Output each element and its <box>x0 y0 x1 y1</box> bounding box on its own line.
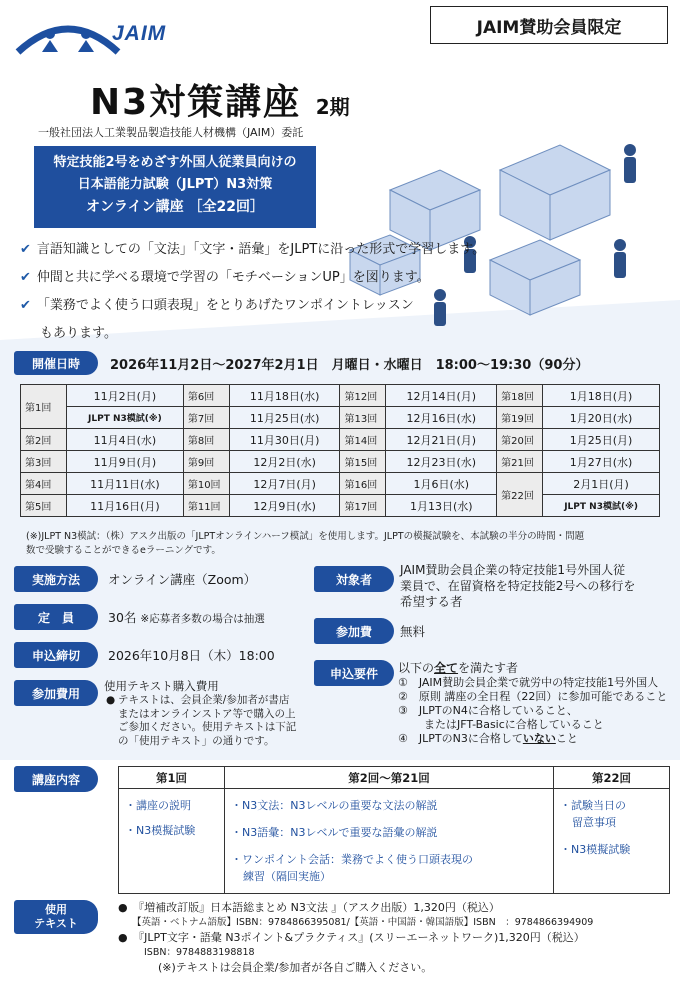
cost-label: 参加費 <box>314 618 394 644</box>
textbook-item: ● 『JLPT文字・語彙 N3ポイント&プラクティス』(スリーエーネットワーク)1,320円（税込） <box>118 931 585 944</box>
target-label: 対象者 <box>314 566 394 592</box>
note-line: (※)JLPT N3模試：（株）アスク出版の「JLPTオンラインハーフ模試」を使用します。JLPTの模擬試験を、本試験の半分の時間・問題 <box>26 531 585 542</box>
session-number: 第7回 <box>183 407 229 429</box>
session-number: 第8回 <box>183 429 229 451</box>
feature-item-continued: もあります。 <box>40 326 117 341</box>
table-row <box>21 473 660 495</box>
session-number: 第21回 <box>497 451 543 473</box>
logo-text: JAIM <box>112 22 167 45</box>
course-item: ・試験当日の <box>560 799 626 812</box>
session-number: 第1回 <box>21 385 67 429</box>
target-value <box>400 562 672 610</box>
session-date: 12月2日(水) <box>229 451 340 473</box>
session-number: 第13回 <box>340 407 386 429</box>
bullet-dot-icon: ● <box>106 694 116 706</box>
textbook-list <box>118 900 678 975</box>
session-date: 11月11日(水) <box>67 473 184 495</box>
course-header: 第2回～第21回 <box>225 767 554 789</box>
page-title: N3対策講座 2期 <box>90 82 350 123</box>
fee-line: 使用テキスト購入費用 <box>104 679 219 693</box>
session-number: 第5回 <box>21 495 67 517</box>
feature-item: ✔ 言語知識としての「文法」「文字・語彙」をJLPTに沿った形式で学習します。 <box>20 242 486 257</box>
fee-line: の「使用テキスト」の通りです。 <box>118 734 275 747</box>
course-item: ・講座の説明 <box>125 799 191 812</box>
bullet-dot-icon: ● <box>118 931 139 944</box>
table-row <box>21 429 660 451</box>
requirements-list <box>398 660 678 746</box>
intro-line: 特定技能2号をめざす外国人従業員向けの <box>53 155 297 170</box>
session-date: 1月25日(月) <box>543 429 660 451</box>
session-date: 12月14日(月) <box>386 385 497 407</box>
session-number: 第19回 <box>497 407 543 429</box>
check-icon: ✔ <box>20 298 31 313</box>
textbook-note: (※)テキストは会員企業/参加者が各自ご購入ください。 <box>158 961 433 974</box>
table-row <box>21 407 660 429</box>
session-number: 第11回 <box>183 495 229 517</box>
textbook-isbn: 【英語・ベトナム語版】ISBN：9784866395081/【英語・中国語・韓国語版】ISBN ：9784866394909 <box>132 917 594 928</box>
session-number: 第2回 <box>21 429 67 451</box>
fee-details <box>104 678 304 748</box>
session-date: 11月4日(水) <box>67 429 184 451</box>
session-date: 11月2日(月) <box>67 385 184 407</box>
course-cell <box>225 789 554 894</box>
target-line: JAIM賛助会員企業の特定技能1号外国人従 <box>400 563 626 577</box>
target-line: 業員で、在留資格を特定技能2号への移行を <box>400 579 636 593</box>
session-date: 11月18日(水) <box>229 385 340 407</box>
note-line: 数で受験することができるeラーニングです。 <box>26 545 221 556</box>
session-number: 第14回 <box>340 429 386 451</box>
session-date: 1月6日(水) <box>386 473 497 495</box>
fee-label: 参加費用 <box>14 680 98 706</box>
capacity-label: 定 員 <box>14 604 98 630</box>
textbook-item: ● 『増補改訂版』日本語総まとめ N3文法 』（アスク出版）1,320円（税込） <box>118 901 500 914</box>
session-date: 11月30日(月) <box>229 429 340 451</box>
fee-line: ご参加ください。使用テキストは下記 <box>118 721 297 733</box>
intro-line: オンライン講座 ［全22回］ <box>86 199 264 215</box>
organization: 一般社団法人工業製品製造技能人材機構（JAIM）委託 <box>38 126 304 139</box>
session-date: 12月23日(水) <box>386 451 497 473</box>
session-number: 第10回 <box>183 473 229 495</box>
schedule-label: 開催日時 <box>14 351 98 375</box>
capacity-value: 30名 ※応募者多数の場合は抽選 <box>108 610 265 625</box>
course-label: 講座内容 <box>14 766 98 792</box>
table-row <box>119 789 670 894</box>
session-date: 12月7日(月) <box>229 473 340 495</box>
session-date: 12月9日(水) <box>229 495 340 517</box>
session-date: 11月25日(水) <box>229 407 340 429</box>
course-item: 留意事項 <box>572 816 616 829</box>
course-table <box>118 766 670 894</box>
fee-bullet <box>104 694 304 748</box>
feature-list <box>20 236 540 348</box>
session-date: 1月18日(月) <box>543 385 660 407</box>
session-number: 第12回 <box>340 385 386 407</box>
feature-item: ✔ 仲間と共に学べる環境で学習の「モチベーションUP」を図ります。 <box>20 270 430 285</box>
requirement-item: またはJFT-Basicに合格していること <box>424 718 604 731</box>
check-icon: ✔ <box>20 270 31 285</box>
requirement-item: ① JAIM賛助会員企業で就労中の特定技能1号外国人 <box>398 676 659 689</box>
textbook-label-line: テキスト <box>34 917 78 930</box>
schedule-table <box>20 384 660 517</box>
session-date: 12月16日(水) <box>386 407 497 429</box>
session-number: 第18回 <box>497 385 543 407</box>
session-date: 11月9日(月) <box>67 451 184 473</box>
session-number: 第3回 <box>21 451 67 473</box>
requirement-item: ④ JLPTのN3に合格していないこと <box>398 732 578 745</box>
requirement-item: ③ JLPTのN4に合格していること、 <box>398 704 578 717</box>
cost-value: 無料 <box>400 624 426 639</box>
session-number: 第4回 <box>21 473 67 495</box>
deadline-value: 2026年10月8日（木）18:00 <box>108 648 275 663</box>
textbook-label <box>14 900 98 934</box>
session-date: 1月20日(水) <box>543 407 660 429</box>
method-value: オンライン講座（Zoom） <box>108 572 257 587</box>
feature-item: ✔ 「業務でよく使う口頭表現」をとりあげたワンポイントレッスン <box>20 298 414 313</box>
session-number: 第22回 <box>497 473 543 517</box>
course-item: 練習（隔回実施） <box>243 870 331 883</box>
session-date: 2月1日(月) <box>543 473 660 495</box>
requirements-label: 申込要件 <box>314 660 394 686</box>
session-number: 第6回 <box>183 385 229 407</box>
schedule-text: 2026年11月2日～2027年2月1日 月曜日・水曜日 18:00～19:30（90分） <box>110 358 589 373</box>
textbook-label-line: 使用 <box>45 903 67 916</box>
requirement-item: ② 原則 講座の全日程（22回）に参加可能であること <box>398 690 668 703</box>
course-item: ・N3文法：N3レベルの重要な文法の解説 <box>231 799 438 812</box>
fee-line: テキストは、会員企業/参加者が書店 <box>118 694 290 706</box>
session-date: 1月13日(水) <box>386 495 497 517</box>
table-row <box>21 385 660 407</box>
course-item: ・ワンポイント会話：業務でよく使う口頭表現の <box>231 853 473 866</box>
schedule-note <box>26 530 666 558</box>
textbook-isbn: ISBN：9784883198818 <box>144 947 255 958</box>
session-number: 第17回 <box>340 495 386 517</box>
session-number: 第20回 <box>497 429 543 451</box>
method-label: 実施方法 <box>14 566 98 592</box>
course-header: 第1回 <box>119 767 225 789</box>
session-number: 第9回 <box>183 451 229 473</box>
course-cell <box>119 789 225 894</box>
target-line: 希望する者 <box>400 594 463 609</box>
requirements-heading: 以下の全てを満たす者 <box>398 661 519 675</box>
check-icon: ✔ <box>20 242 31 257</box>
table-row <box>21 451 660 473</box>
deadline-label: 申込締切 <box>14 642 98 668</box>
session-number: 第16回 <box>340 473 386 495</box>
session-date: JLPT N3模試(※) <box>543 495 660 517</box>
session-date: JLPT N3模試(※) <box>67 407 184 429</box>
session-date: 11月16日(月) <box>67 495 184 517</box>
course-item: ・N3模擬試験 <box>125 824 196 837</box>
course-header: 第22回 <box>554 767 670 789</box>
table-row <box>119 767 670 789</box>
table-row <box>21 495 660 517</box>
members-only-badge: JAIM賛助会員限定 <box>430 6 668 44</box>
intro-line: 日本語能力試験（JLPT）N3対策 <box>77 177 273 192</box>
intro-box <box>34 146 316 228</box>
session-date: 1月27日(水) <box>543 451 660 473</box>
session-number: 第15回 <box>340 451 386 473</box>
session-date: 12月21日(月) <box>386 429 497 451</box>
course-cell <box>554 789 670 894</box>
course-item: ・N3模擬試験 <box>560 843 631 856</box>
fee-line: またはオンラインストア等で購入の上 <box>118 707 296 720</box>
bullet-dot-icon: ● <box>118 901 139 914</box>
course-item: ・N3語彙：N3レベルで重要な語彙の解説 <box>231 826 438 839</box>
